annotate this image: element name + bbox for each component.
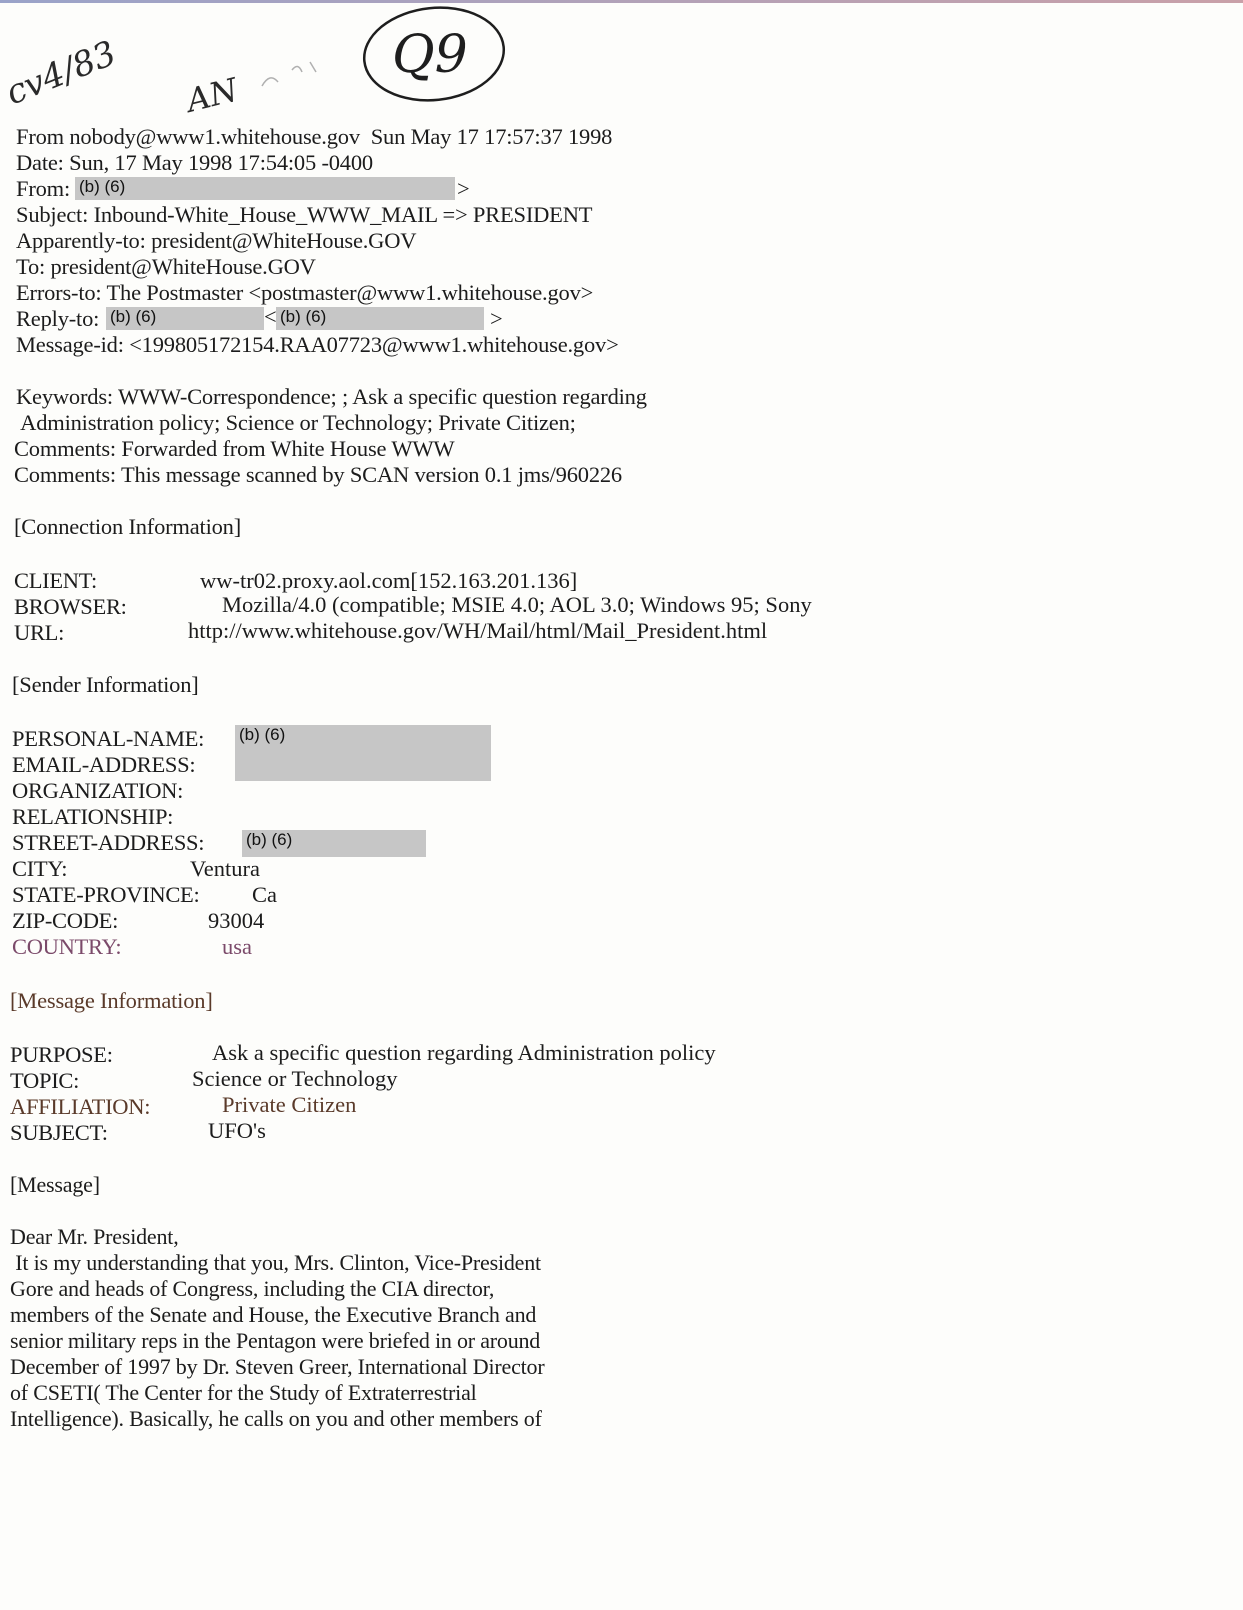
personal-name-label: PERSONAL-NAME: (12, 726, 205, 751)
message-greeting: Dear Mr. President, (10, 1224, 179, 1249)
country-value: usa (222, 934, 252, 959)
connection-heading: [Connection Information] (14, 514, 242, 539)
redaction-street: (b) (6) (242, 830, 426, 857)
message-line: Intelligence). Basically, he calls on you and other members of (10, 1406, 542, 1431)
state-province-label: STATE-PROVINCE: (12, 882, 200, 907)
browser-value: Mozilla/4.0 (compatible; MSIE 4.0; AOL 3.0; Windows 95; Sony (222, 592, 812, 617)
purpose-label: PURPOSE: (10, 1042, 113, 1067)
city-label: CITY: (12, 856, 68, 881)
state-province-value: Ca (252, 882, 277, 907)
errors-to-line: Errors-to: The Postmaster <postmaster@www1.whitehouse.gov> (16, 280, 594, 305)
affiliation-value: Private Citizen (222, 1092, 357, 1117)
message-id-line: Message-id: <199805172154.RAA07723@www1.whitehouse.gov> (16, 332, 619, 357)
message-line: of CSETI( The Center for the Study of Extraterrestrial (10, 1380, 477, 1405)
purpose-value: Ask a specific question regarding Administration policy (212, 1040, 716, 1065)
date-line: Date: Sun, 17 May 1998 17:54:05 -0400 (16, 150, 373, 175)
topic-value: Science or Technology (192, 1066, 398, 1091)
subject-value: UFO's (208, 1118, 266, 1143)
keywords-line-2: Administration policy; Science or Technology; Private Citizen; (16, 410, 576, 435)
redaction-reply-email: (b) (6) (276, 307, 484, 330)
reply-to-end: > (490, 306, 503, 331)
message-line: December of 1997 by Dr. Steven Greer, International Director (10, 1354, 545, 1379)
reply-to-label: Reply-to: (16, 306, 100, 331)
circled-question-number: Q9 (392, 25, 468, 85)
handwritten-note-2: AN (182, 70, 242, 120)
to-line: To: president@WhiteHouse.GOV (16, 254, 316, 279)
country-label: COUNTRY: (12, 934, 122, 959)
message-line: members of the Senate and House, the Executive Branch and (10, 1302, 537, 1327)
url-label: URL: (14, 620, 65, 645)
from-line: From nobody@www1.whitehouse.gov Sun May 17 17:57:37 1998 (16, 124, 613, 149)
redaction-reply-name: (b) (6) (106, 307, 264, 330)
keywords-line-1: Keywords: WWW-Correspondence; ; Ask a specific question regarding (16, 384, 647, 409)
url-value: http://www.whitehouse.gov/WH/Mail/html/Mail_President.html (188, 618, 768, 643)
affiliation-label: AFFILIATION: (10, 1094, 151, 1119)
message-line: It is my understanding that you, Mrs. Clinton, Vice-President (10, 1250, 541, 1275)
subject-label: SUBJECT: (10, 1120, 108, 1145)
organization-label: ORGANIZATION: (12, 778, 184, 803)
message-line: Gore and heads of Congress, including the CIA director, (10, 1276, 495, 1301)
zip-code-label: ZIP-CODE: (12, 908, 119, 933)
redaction-from: (b) (6) (75, 177, 455, 200)
redaction-name-email: (b) (6) (235, 725, 491, 781)
apparently-to-line: Apparently-to: president@WhiteHouse.GOV (16, 228, 417, 253)
comments-line-2: Comments: This message scanned by SCAN version 0.1 jms/960226 (14, 462, 622, 487)
handwritten-annotations (0, 0, 560, 120)
message-line: senior military reps in the Pentagon were briefed in or around (10, 1328, 541, 1353)
browser-label: BROWSER: (14, 594, 127, 619)
from-end: > (457, 176, 470, 201)
reply-to-mid: < (264, 304, 277, 329)
comments-line-1: Comments: Forwarded from White House WWW (14, 436, 455, 461)
city-value: Ventura (190, 856, 260, 881)
client-value: ww-tr02.proxy.aol.com[152.163.201.136] (200, 568, 578, 593)
message-heading: [Message] (10, 1172, 100, 1197)
subject-line: Subject: Inbound-White_House_WWW_MAIL => PRESIDENT (16, 202, 593, 227)
sender-heading: [Sender Information] (12, 672, 199, 697)
client-label: CLIENT: (14, 568, 98, 593)
message-info-heading: [Message Information] (10, 988, 213, 1013)
from-label: From: (16, 176, 71, 201)
topic-label: TOPIC: (10, 1068, 80, 1093)
zip-code-value: 93004 (208, 908, 265, 933)
email-address-label: EMAIL-ADDRESS: (12, 752, 196, 777)
relationship-label: RELATIONSHIP: (12, 804, 174, 829)
handwritten-note-1: cv4/83 (0, 33, 122, 114)
street-address-label: STREET-ADDRESS: (12, 830, 205, 855)
